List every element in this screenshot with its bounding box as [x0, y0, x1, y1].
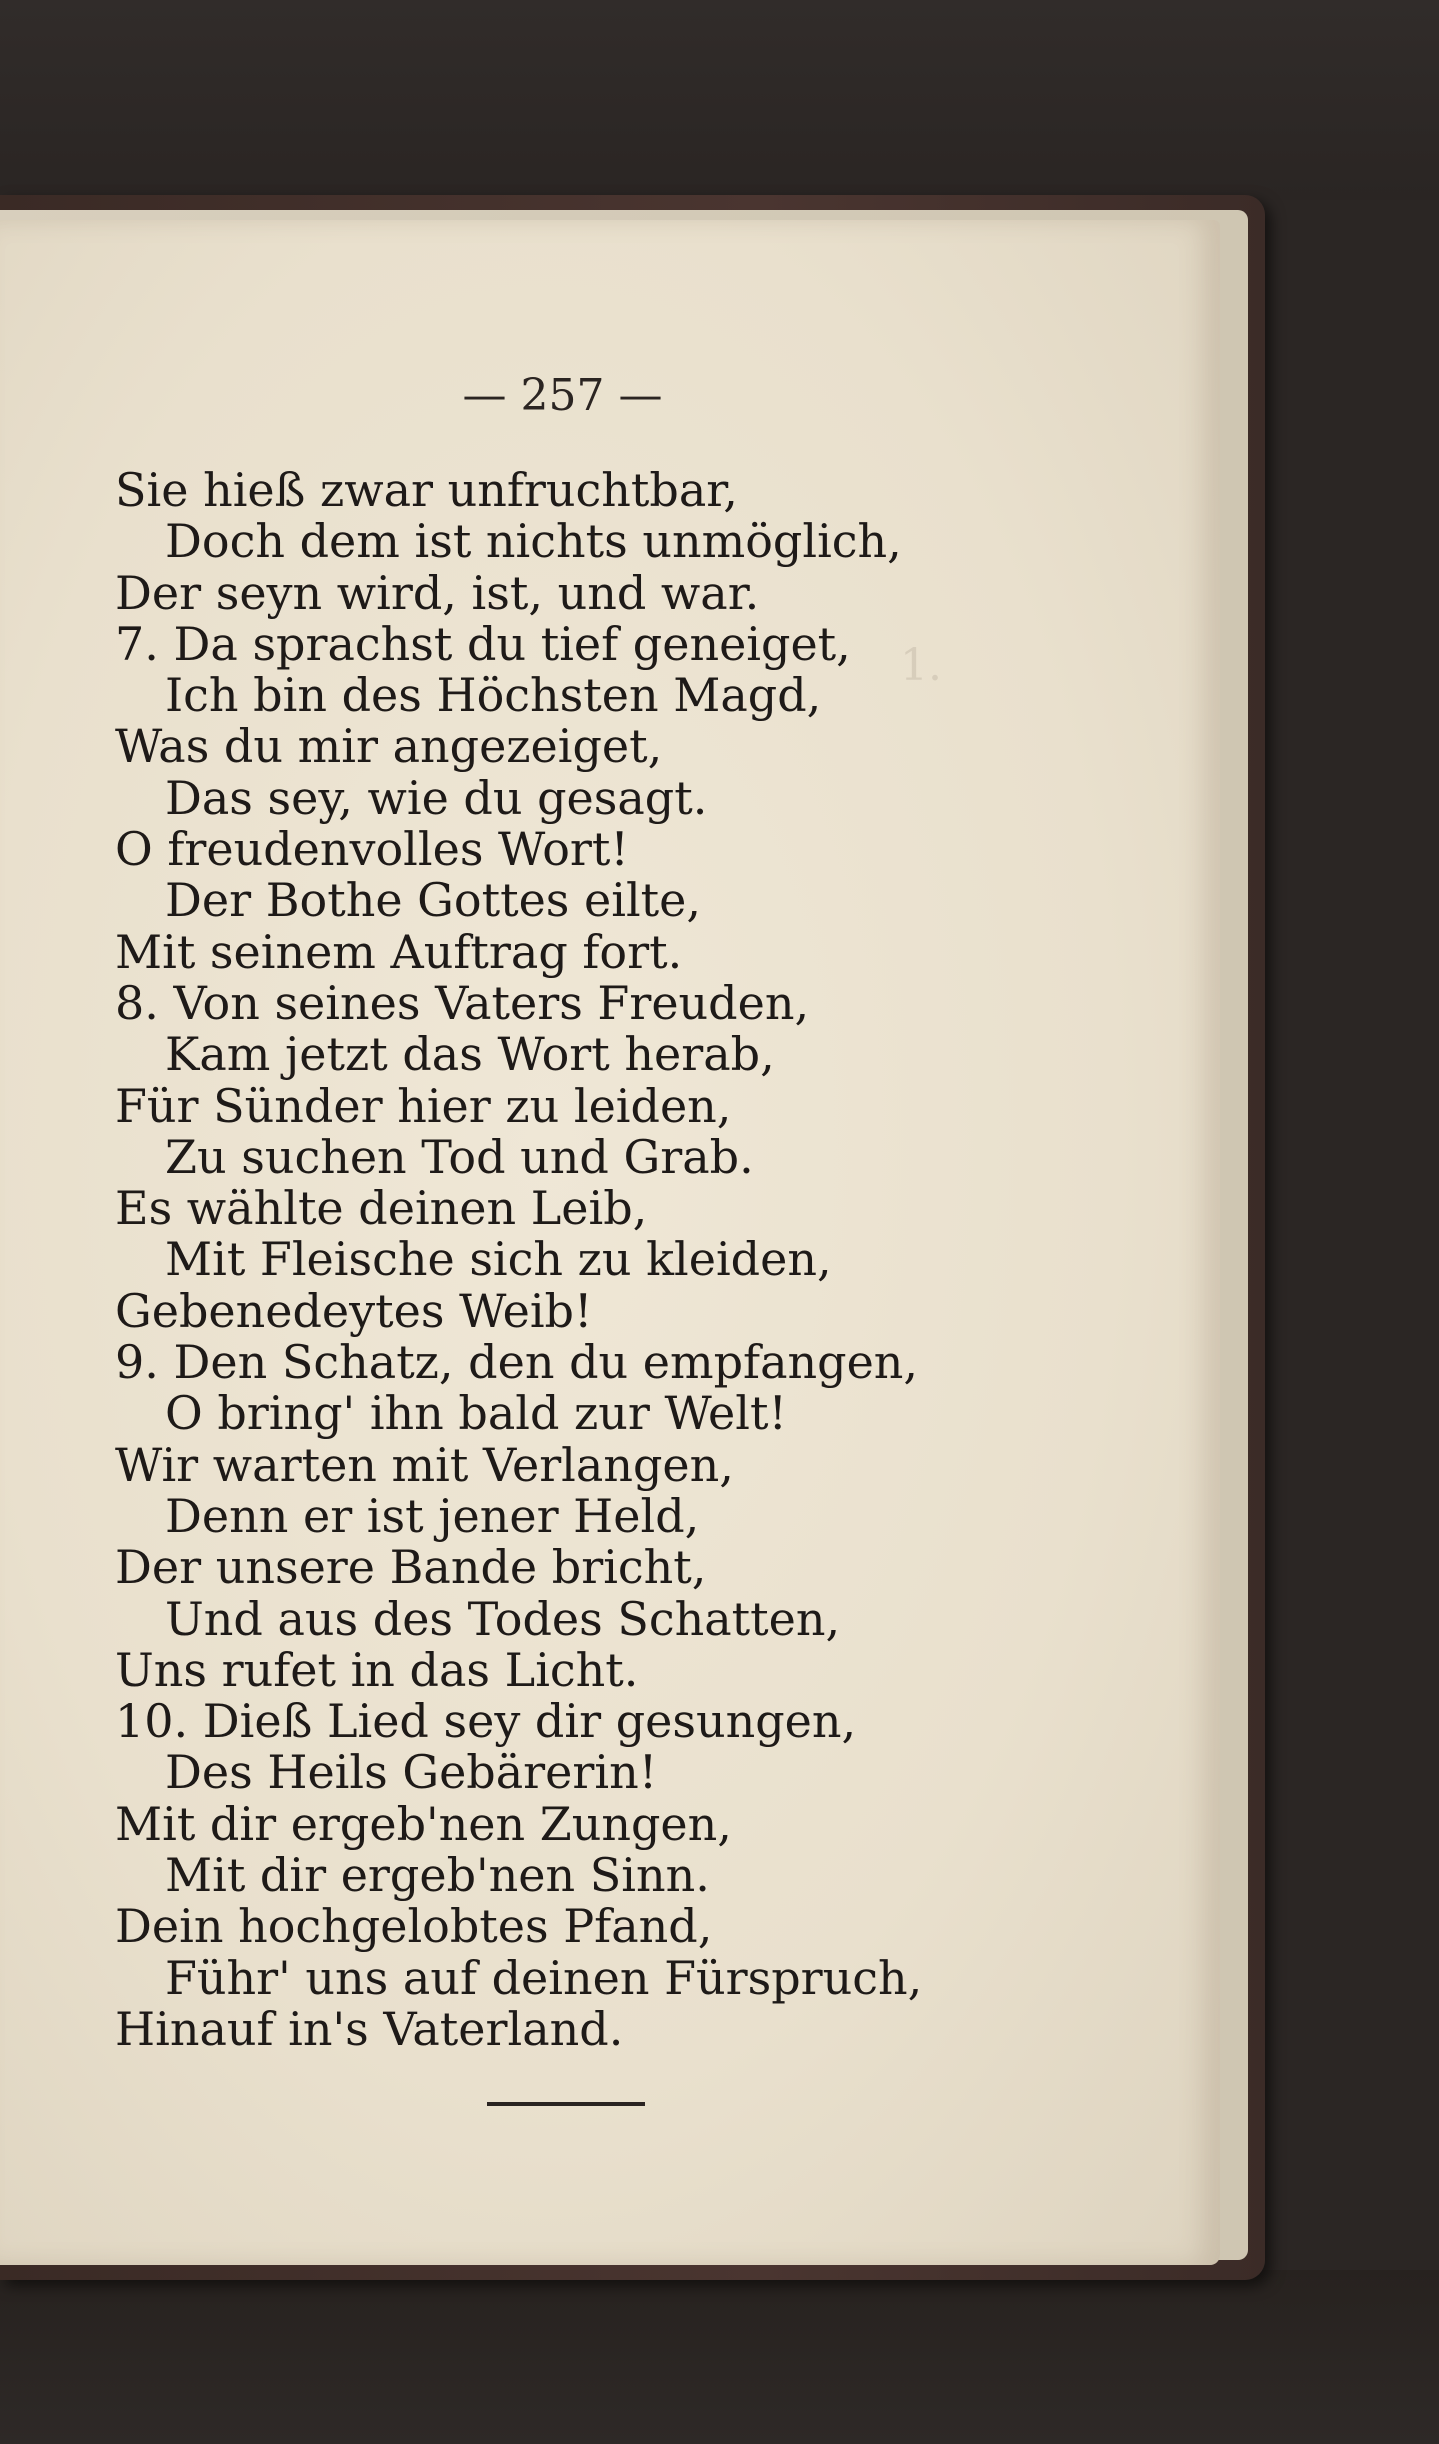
verse-line: 10. Dieß Lied sey dir gesungen,	[115, 1694, 857, 1749]
verse-line: Und aus des Todes Schatten,	[165, 1591, 841, 1646]
dark-background-bottom	[0, 2270, 1439, 2444]
bleed-through-text: 1.	[900, 640, 942, 691]
verse-line: Gebenedeytes Weib!	[115, 1283, 593, 1338]
verse-line: Hinauf in's Vaterland.	[115, 2001, 624, 2056]
verse-line: Mit dir ergeb'nen Zungen,	[115, 1796, 732, 1851]
verse-line: Führ' uns auf deinen Fürspruch,	[165, 1950, 923, 2005]
verse-line: O freudenvolles Wort!	[115, 822, 629, 877]
verse-line: Dein hochgelobtes Pfand,	[115, 1899, 713, 1954]
verse-line: Zu suchen Tod und Grab.	[165, 1129, 754, 1184]
verse-line: Der unsere Bande bricht,	[115, 1540, 707, 1595]
verse-line: Ich bin des Höchsten Magd,	[165, 668, 822, 723]
verse-line: Wir warten mit Verlangen,	[115, 1437, 734, 1492]
verse-line: Der seyn wird, ist, und war.	[115, 565, 760, 620]
dark-background-top	[0, 0, 1439, 200]
verse-line: Uns rufet in das Licht.	[115, 1642, 639, 1697]
verse-line: Sie hieß zwar unfruchtbar,	[115, 463, 738, 517]
page-number: — 257 —	[462, 370, 663, 421]
verse-line: Es wählte deinen Leib,	[115, 1181, 648, 1236]
hymn-text	[115, 465, 1165, 2055]
verse-line: Der Bothe Gottes eilte,	[165, 873, 702, 928]
verse-line: Denn er ist jener Held,	[165, 1488, 700, 1543]
verse-line: O bring' ihn bald zur Welt!	[165, 1386, 787, 1441]
verse-line: Des Heils Gebärerin!	[165, 1745, 658, 1800]
verse-line: Mit dir ergeb'nen Sinn.	[165, 1848, 710, 1903]
verse-line: Mit Fleische sich zu kleiden,	[165, 1232, 832, 1287]
verse-line: Mit seinem Auftrag fort.	[115, 924, 683, 979]
verse-line: 8. Von seines Vaters Freuden,	[115, 975, 810, 1030]
verse-line: Was du mir angezeiget,	[115, 719, 663, 774]
end-rule	[487, 2102, 645, 2106]
verse-line: Doch dem ist nichts unmöglich,	[165, 514, 902, 569]
verse-line: Das sey, wie du gesagt.	[165, 770, 708, 825]
verse-line: 7. Da sprachst du tief geneiget,	[115, 616, 851, 671]
verse-line: Kam jetzt das Wort herab,	[165, 1027, 775, 1082]
verse-line: Für Sünder hier zu leiden,	[115, 1078, 732, 1133]
verse-line: 9. Den Schatz, den du empfangen,	[115, 1335, 919, 1390]
